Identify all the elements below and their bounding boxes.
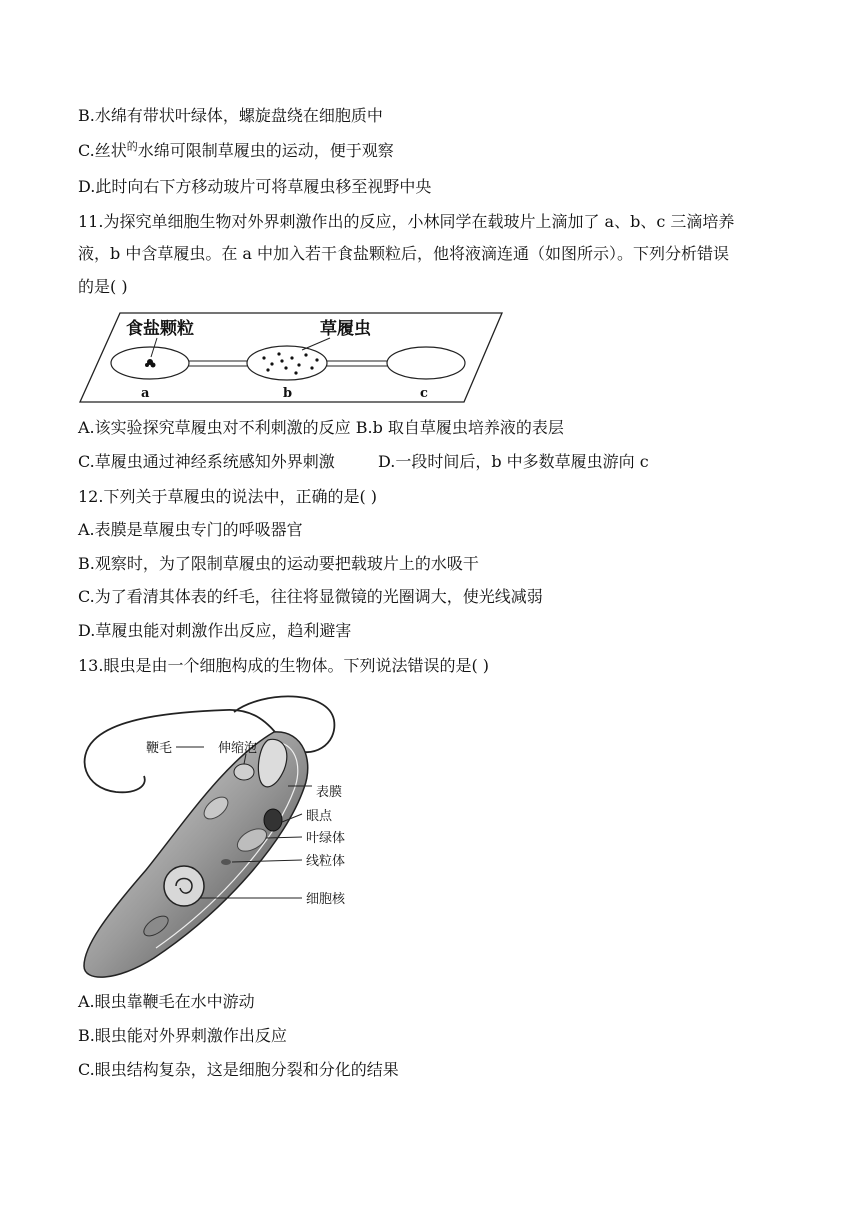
question-12-option-d: D.草履虫能对刺激作出反应，趋利避害 bbox=[78, 621, 352, 640]
question-13-option-b: B.眼虫能对外界刺激作出反应 bbox=[78, 1026, 287, 1045]
question-12-stem: 12.下列关于草履虫的说法中，正确的是( ) bbox=[78, 487, 378, 506]
label-contractile-vacuole: 伸缩泡 bbox=[218, 741, 258, 756]
nucleus-shape bbox=[164, 866, 204, 906]
question-13-option-a: A.眼虫靠鞭毛在水中游动 bbox=[78, 992, 255, 1011]
question-11-option-d: D.一段时间后，b 中多数草履虫游向 c bbox=[378, 452, 649, 471]
question-12-option-b: B.观察时，为了限制草履虫的运动要把载玻片上的水吸干 bbox=[78, 554, 479, 573]
label-salt: 食盐颗粒 bbox=[126, 319, 194, 339]
question-11-option-c: C.草履虫通过神经系统感知外界刺激 bbox=[78, 452, 335, 471]
label-chloroplast: 叶绿体 bbox=[306, 831, 346, 846]
label-a: a bbox=[141, 386, 150, 401]
label-flagellum: 鞭毛 bbox=[146, 741, 173, 756]
label-eyespot: 眼点 bbox=[306, 809, 333, 824]
mitochondrion-shape bbox=[221, 859, 231, 865]
option-10b: B.水绵有带状叶绿体，螺旋盘绕在细胞质中 bbox=[78, 106, 383, 125]
question-11-line-1: 11.为探究单细胞生物对外界刺激作出的反应，小林同学在载玻片上滴加了 a、b、c 三滴培养 bbox=[78, 212, 735, 231]
question-12-option-c: C.为了看清其体表的纤毛，往往将显微镜的光圈调大，使光线减弱 bbox=[78, 587, 543, 606]
label-mitochondria: 线粒体 bbox=[306, 854, 346, 869]
label-paramecium: 草履虫 bbox=[320, 319, 371, 339]
question-12-option-a: A.表膜是草履虫专门的呼吸器官 bbox=[78, 520, 303, 539]
drop-b bbox=[247, 346, 327, 380]
option-10c bbox=[78, 141, 394, 163]
label-c: c bbox=[420, 386, 428, 401]
label-nucleus: 细胞核 bbox=[306, 892, 346, 907]
contractile-vacuole-shape bbox=[234, 764, 254, 780]
question-13-stem: 13.眼虫是由一个细胞构成的生物体。下列说法错误的是( ) bbox=[78, 656, 490, 675]
question-11-line-2: 液，b 中含草履虫。在 a 中加入若干食盐颗粒后，他将液滴连通（如图所示）。下列分析错误 bbox=[78, 244, 730, 263]
label-membrane: 表膜 bbox=[316, 785, 343, 800]
slide-drops-figure bbox=[76, 310, 506, 406]
option-10d: D.此时向右下方移动玻片可将草履虫移至视野中央 bbox=[78, 177, 432, 196]
question-13-option-c: C.眼虫结构复杂，这是细胞分裂和分化的结果 bbox=[78, 1060, 399, 1079]
question-11-options-ab: A.该实验探究草履虫对不利刺激的反应 B.b 取自草履虫培养液的表层 bbox=[78, 418, 564, 437]
option-10c-text-a: C.丝状 bbox=[78, 141, 127, 160]
drop-c bbox=[387, 347, 465, 379]
question-11-line-3: 的是( ) bbox=[78, 277, 128, 296]
label-b: b bbox=[283, 386, 293, 401]
eyespot-shape bbox=[264, 809, 282, 831]
option-10c-superscript: 的 bbox=[126, 140, 138, 153]
option-10c-text-b: 水绵可限制草履虫的运动，便于观察 bbox=[137, 141, 394, 160]
euglena-figure bbox=[76, 690, 376, 982]
